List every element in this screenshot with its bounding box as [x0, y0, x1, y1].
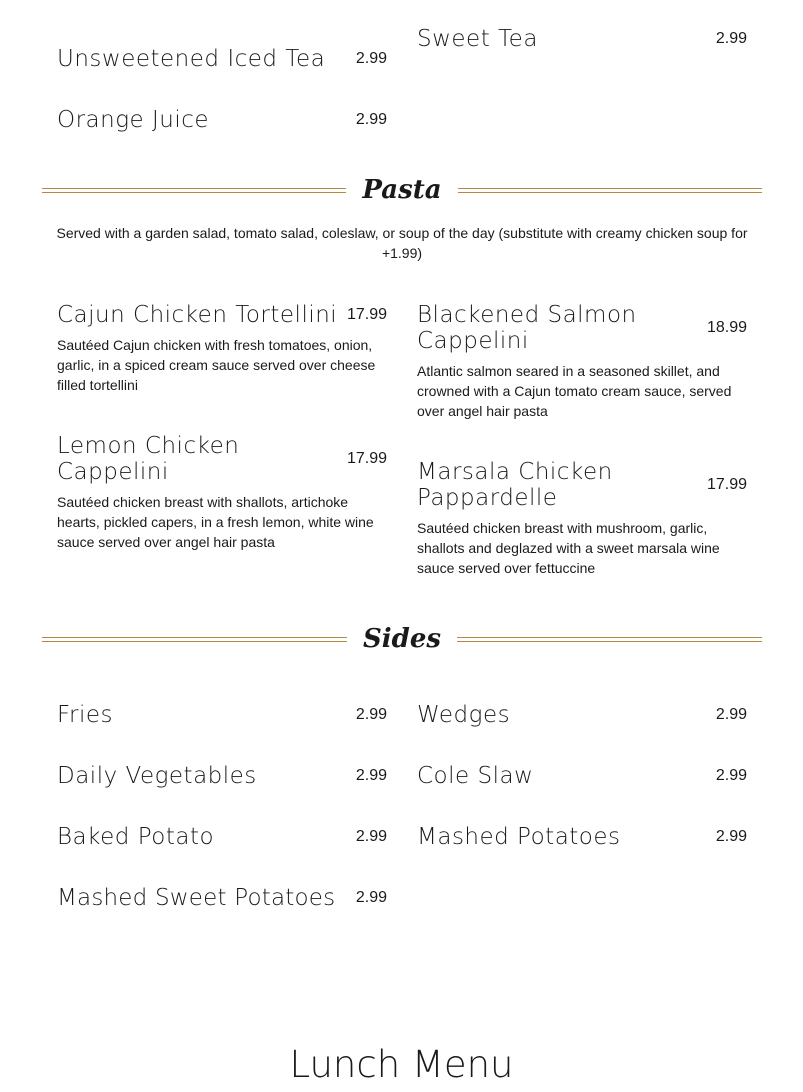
- item-name: Baked Potato: [57, 824, 215, 850]
- item-price: 2.99: [355, 706, 387, 723]
- page-title: Lunch Menu: [289, 1043, 514, 1086]
- menu-item-cole-slaw: [417, 763, 747, 789]
- item-name: Daily Vegetables: [57, 763, 257, 789]
- menu-item-sweet-tea: [417, 26, 747, 52]
- item-price: 2.99: [355, 111, 387, 128]
- item-name: Cajun Chicken Tortellini: [57, 302, 338, 328]
- divider-right: [458, 188, 762, 193]
- item-description: Atlantic salmon seared in a seasoned skillet, and crowned with a Cajun tomato cream sauce, served over angel hair pasta: [417, 363, 732, 419]
- menu-item-orange-juice: [57, 107, 387, 133]
- divider-left: [42, 188, 346, 193]
- menu-item-daily-vegetables: [57, 763, 387, 789]
- item-name: Blackened Salmon Cappelini: [417, 302, 637, 354]
- divider-left: [42, 637, 347, 642]
- item-price: 2.99: [715, 706, 747, 723]
- item-name: Mashed Potatoes: [417, 824, 621, 850]
- item-price: 2.99: [355, 50, 387, 67]
- item-name: Cole Slaw: [417, 763, 534, 789]
- item-description: Sautéed Cajun chicken with fresh tomatoes, onion, garlic, in a spiced cream sauce served over cheese filled tortellini: [57, 337, 376, 393]
- item-price: 17.99: [346, 306, 387, 323]
- item-price: 2.99: [355, 828, 387, 845]
- divider-right: [457, 637, 762, 642]
- menu-item-baked-potato: [57, 824, 387, 850]
- section-note: Served with a garden salad, tomato salad, coleslaw, or soup of the day (substitute with creamy chicken soup for +1.99): [56, 225, 748, 261]
- item-name: Fries: [57, 702, 114, 728]
- section-header-sides: [42, 619, 762, 659]
- menu-item-wedges: [417, 702, 747, 728]
- menu-item-mashed-sweet-potatoes: [57, 885, 387, 911]
- item-description: Sautéed chicken breast with shallots, artichoke hearts, pickled capers, in a fresh lemon, white wine sauce served over angel hair pasta: [57, 494, 374, 550]
- item-price: 17.99: [706, 476, 747, 493]
- item-name: Marsala Chicken Pappardelle: [417, 459, 613, 511]
- item-name: Orange Juice: [57, 107, 210, 133]
- menu-item-lemon-chicken-cappelini: [57, 433, 387, 552]
- item-price: 2.99: [715, 767, 747, 784]
- menu-item-unsweetened-iced-tea: [57, 46, 387, 72]
- item-name: Mashed Sweet Potatoes: [57, 885, 336, 911]
- item-price: 2.99: [715, 828, 747, 845]
- menu-item-fries: [57, 702, 387, 728]
- menu-item-blackened-salmon-cappelini: [417, 302, 747, 421]
- section-header-pasta: [42, 170, 762, 210]
- item-price: 18.99: [706, 319, 747, 336]
- section-title: Pasta: [362, 175, 442, 205]
- item-price: 2.99: [355, 889, 387, 906]
- item-name: Wedges: [417, 702, 511, 728]
- item-name: Unsweetened Iced Tea: [57, 46, 326, 72]
- section-title: Sides: [363, 624, 442, 654]
- menu-item-marsala-chicken-pappardelle: [417, 459, 747, 578]
- item-name: Sweet Tea: [417, 26, 538, 52]
- item-price: 17.99: [346, 450, 387, 467]
- item-name: Lemon Chicken Cappelini: [57, 433, 240, 485]
- item-price: 2.99: [715, 30, 747, 47]
- menu-item-mashed-potatoes: [417, 824, 747, 850]
- menu-item-cajun-chicken-tortellini: [57, 302, 387, 395]
- item-description: Sautéed chicken breast with mushroom, garlic, shallots and deglazed with a sweet marsala wine sauce served over fettuccine: [417, 520, 720, 576]
- item-price: 2.99: [355, 767, 387, 784]
